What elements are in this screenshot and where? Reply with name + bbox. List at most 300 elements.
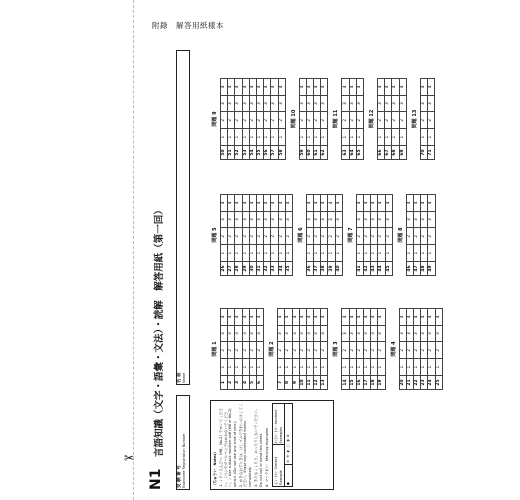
answer-bubble[interactable]: 2 (228, 228, 235, 245)
answer-bubble[interactable]: 4 (228, 79, 235, 96)
answer-bubble[interactable]: 3 (342, 325, 349, 342)
answer-bubble[interactable]: 1 (428, 359, 435, 376)
answer-row (228, 195, 235, 276)
answer-bubble[interactable]: 4 (392, 79, 399, 96)
answer-bubble[interactable]: 1 (221, 245, 228, 262)
answer-bubble[interactable]: 3 (271, 95, 278, 112)
answer-bubble[interactable]: 4 (242, 195, 249, 212)
answer-bubble[interactable]: 3 (427, 95, 434, 112)
answer-bubble[interactable]: 1 (306, 245, 313, 262)
answer-bubble[interactable]: 4 (242, 309, 249, 326)
answer-bubble[interactable]: 1 (413, 359, 420, 376)
answer-bubble[interactable]: 1 (271, 245, 278, 262)
answer-grid (399, 308, 443, 390)
answer-bubble[interactable]: 3 (256, 95, 263, 112)
answer-bubble[interactable]: 3 (306, 95, 313, 112)
answer-bubble[interactable]: 2 (264, 112, 271, 129)
answer-bubble[interactable]: 3 (314, 325, 321, 342)
answer-bubble[interactable]: 2 (256, 228, 263, 245)
answer-bubble[interactable]: 2 (421, 342, 428, 359)
answer-bubble[interactable]: 3 (378, 95, 385, 112)
examinee-number-field[interactable] (176, 395, 190, 490)
answer-bubble[interactable]: 2 (221, 342, 228, 359)
answer-bubble[interactable]: 4 (249, 309, 256, 326)
answer-bubble[interactable]: 4 (221, 309, 228, 326)
answer-bubble[interactable]: 4 (385, 195, 392, 212)
answer-bubble[interactable]: 4 (385, 79, 392, 96)
answer-bubble[interactable]: 1 (406, 359, 413, 376)
answer-bubble[interactable]: 1 (264, 129, 271, 146)
answer-bubble[interactable]: 4 (256, 195, 263, 212)
answer-bubble[interactable]: 2 (378, 112, 385, 129)
answer-bubble[interactable]: 1 (228, 359, 235, 376)
answer-bubble[interactable]: 2 (378, 342, 385, 359)
answer-bubble[interactable]: 1 (385, 129, 392, 146)
answer-bubble[interactable]: 1 (335, 245, 342, 262)
answer-bubble[interactable]: 4 (299, 79, 306, 96)
answer-bubble[interactable]: 2 (371, 342, 378, 359)
answer-bubble[interactable]: 3 (399, 325, 406, 342)
answer-bubble[interactable]: 3 (256, 211, 263, 228)
answer-bubble[interactable]: 2 (321, 112, 328, 129)
answer-bubble[interactable]: 4 (413, 195, 420, 212)
answer-bubble[interactable]: 3 (256, 325, 263, 342)
answer-bubble[interactable]: 1 (306, 359, 313, 376)
answer-bubble[interactable]: 3 (364, 325, 371, 342)
answer-bubble[interactable]: 3 (321, 325, 328, 342)
answer-bubble[interactable]: 1 (421, 245, 428, 262)
answer-bubble[interactable]: 4 (364, 309, 371, 326)
answer-bubble[interactable]: 2 (356, 112, 363, 129)
answer-bubble[interactable]: 4 (256, 309, 263, 326)
answer-bubble[interactable]: 1 (221, 359, 228, 376)
answer-bubble[interactable]: 4 (335, 195, 342, 212)
answer-bubble[interactable]: 1 (342, 359, 349, 376)
answer-bubble[interactable]: 2 (285, 342, 292, 359)
answer-bubble[interactable]: 1 (321, 129, 328, 146)
answer-bubble[interactable]: 3 (249, 211, 256, 228)
answer-row (371, 309, 378, 390)
answer-bubble[interactable]: 4 (328, 195, 335, 212)
answer-bubble[interactable]: 1 (328, 245, 335, 262)
answer-bubble[interactable]: 1 (314, 129, 321, 146)
answer-bubble[interactable]: 2 (392, 112, 399, 129)
answer-bubble[interactable]: 4 (356, 195, 363, 212)
answer-bubble[interactable]: 2 (278, 228, 285, 245)
answer-bubble[interactable]: 2 (256, 112, 263, 129)
answer-bubble[interactable]: 3 (392, 95, 399, 112)
answer-bubble[interactable]: 3 (264, 211, 271, 228)
answer-bubble[interactable]: 3 (378, 325, 385, 342)
answer-bubble[interactable]: 2 (235, 342, 242, 359)
answer-bubble[interactable]: 3 (306, 211, 313, 228)
answer-bubble[interactable]: 3 (328, 211, 335, 228)
answer-bubble[interactable]: 3 (385, 211, 392, 228)
answer-bubble[interactable]: 2 (306, 112, 313, 129)
answer-bubble[interactable]: 4 (264, 79, 271, 96)
answer-bubble[interactable]: 3 (235, 325, 242, 342)
answer-bubble[interactable]: 3 (299, 325, 306, 342)
answer-bubble[interactable]: 1 (428, 245, 435, 262)
answer-bubble[interactable]: 3 (413, 211, 420, 228)
answer-bubble[interactable]: 1 (321, 245, 328, 262)
answer-bubble[interactable]: 2 (399, 342, 406, 359)
answer-bubble[interactable]: 3 (314, 211, 321, 228)
answer-bubble[interactable]: 3 (371, 325, 378, 342)
answer-bubble[interactable]: 2 (242, 342, 249, 359)
question-number: 16 (356, 376, 363, 390)
answer-bubble[interactable]: 4 (321, 309, 328, 326)
answer-row (249, 309, 256, 390)
answer-bubble[interactable]: 1 (421, 359, 428, 376)
answer-bubble[interactable]: 2 (278, 342, 285, 359)
answer-bubble[interactable]: 3 (428, 325, 435, 342)
answer-bubble[interactable]: 2 (221, 228, 228, 245)
answer-row (328, 195, 335, 276)
answer-bubble[interactable]: 2 (427, 112, 434, 129)
answer-bubble[interactable]: 1 (314, 359, 321, 376)
answer-bubble[interactable]: 3 (420, 95, 427, 112)
answer-bubble[interactable]: 2 (399, 112, 406, 129)
question-number: 60 (306, 146, 313, 160)
answer-bubble[interactable]: 1 (399, 359, 406, 376)
answer-bubble[interactable]: 1 (435, 359, 442, 376)
answer-bubble[interactable]: 4 (235, 79, 242, 96)
answer-bubble[interactable]: 2 (249, 342, 256, 359)
answer-bubble[interactable]: 1 (285, 245, 292, 262)
answer-bubble[interactable]: 1 (242, 245, 249, 262)
answer-bubble[interactable]: 4 (271, 79, 278, 96)
answer-bubble[interactable]: 3 (335, 211, 342, 228)
answer-bubble[interactable]: 2 (292, 342, 299, 359)
answer-bubble[interactable]: 1 (299, 359, 306, 376)
answer-bubble[interactable]: 3 (242, 211, 249, 228)
answer-bubble[interactable]: 2 (314, 342, 321, 359)
question-number: 17 (364, 376, 371, 390)
answer-bubble[interactable]: 2 (406, 342, 413, 359)
answer-bubble[interactable]: 3 (221, 211, 228, 228)
answer-bubble[interactable]: 4 (413, 309, 420, 326)
answer-bubble[interactable]: 1 (256, 245, 263, 262)
answer-bubble[interactable]: 3 (413, 325, 420, 342)
answer-row (321, 79, 328, 160)
answer-bubble[interactable]: 3 (385, 95, 392, 112)
answer-bubble[interactable]: 2 (314, 228, 321, 245)
answer-bubble[interactable]: 2 (249, 112, 256, 129)
answer-bubble[interactable]: 4 (364, 195, 371, 212)
answer-bubble[interactable]: 1 (256, 359, 263, 376)
answer-bubble[interactable]: 4 (228, 309, 235, 326)
answer-bubble[interactable]: 1 (249, 129, 256, 146)
answer-bubble[interactable]: 2 (420, 112, 427, 129)
answer-bubble[interactable]: 2 (378, 228, 385, 245)
answer-bubble[interactable]: 4 (420, 79, 427, 96)
answer-bubble[interactable]: 4 (428, 309, 435, 326)
answer-bubble[interactable]: 4 (371, 195, 378, 212)
answer-bubble[interactable]: 3 (278, 325, 285, 342)
answer-bubble[interactable]: 4 (285, 195, 292, 212)
answer-bubble[interactable]: 3 (428, 211, 435, 228)
answer-bubble[interactable]: 1 (406, 245, 413, 262)
answer-bubble[interactable]: 4 (249, 79, 256, 96)
answer-bubble[interactable]: 2 (256, 342, 263, 359)
answer-bubble[interactable]: 2 (428, 228, 435, 245)
answer-bubble[interactable]: 2 (342, 112, 349, 129)
answer-bubble[interactable]: 1 (378, 359, 385, 376)
answer-bubble[interactable]: 3 (278, 95, 285, 112)
answer-bubble[interactable]: 2 (342, 342, 349, 359)
answer-bubble[interactable]: 1 (292, 359, 299, 376)
answer-bubble[interactable]: 4 (356, 79, 363, 96)
answer-bubble[interactable]: 1 (342, 129, 349, 146)
answer-bubble[interactable]: 2 (314, 112, 321, 129)
answer-bubble[interactable]: 1 (321, 359, 328, 376)
answer-bubble[interactable]: 1 (420, 129, 427, 146)
answer-bubble[interactable]: 3 (406, 211, 413, 228)
answer-bubble[interactable]: 4 (278, 309, 285, 326)
answer-bubble[interactable]: 1 (285, 359, 292, 376)
answer-bubble[interactable]: 1 (235, 129, 242, 146)
answer-bubble[interactable]: 2 (364, 342, 371, 359)
answer-bubble[interactable]: 1 (235, 359, 242, 376)
answer-bubble[interactable]: 1 (364, 359, 371, 376)
answer-bubble[interactable]: 1 (314, 245, 321, 262)
answer-bubble[interactable]: 2 (406, 228, 413, 245)
answer-bubble[interactable]: 1 (378, 245, 385, 262)
answer-bubble[interactable]: 4 (306, 79, 313, 96)
answer-bubble[interactable]: 2 (349, 342, 356, 359)
answer-bubble[interactable]: 1 (356, 359, 363, 376)
answer-bubble[interactable]: 4 (435, 309, 442, 326)
answer-bubble[interactable]: 4 (306, 309, 313, 326)
answer-bubble[interactable]: 4 (285, 309, 292, 326)
answer-bubble[interactable]: 1 (371, 245, 378, 262)
answer-bubble[interactable]: 1 (349, 359, 356, 376)
answer-bubble[interactable]: 2 (228, 342, 235, 359)
answer-bubble[interactable]: 4 (314, 195, 321, 212)
answer-bubble[interactable]: 3 (242, 95, 249, 112)
answer-bubble[interactable]: 1 (349, 129, 356, 146)
answer-bubble[interactable]: 1 (264, 245, 271, 262)
answer-bubble[interactable]: 1 (228, 129, 235, 146)
answer-bubble[interactable]: 4 (406, 309, 413, 326)
answer-bubble[interactable]: 3 (292, 325, 299, 342)
answer-bubble[interactable]: 4 (221, 79, 228, 96)
answer-bubble[interactable]: 3 (349, 95, 356, 112)
answer-bubble[interactable]: 3 (306, 325, 313, 342)
answer-bubble[interactable]: 4 (399, 309, 406, 326)
answer-bubble[interactable]: 1 (364, 245, 371, 262)
answer-bubble[interactable]: 3 (221, 325, 228, 342)
answer-bubble[interactable]: 3 (399, 95, 406, 112)
answer-row (306, 309, 313, 390)
answer-bubble[interactable]: 1 (392, 129, 399, 146)
answer-bubble[interactable]: 1 (427, 129, 434, 146)
answer-bubble[interactable]: 4 (342, 309, 349, 326)
answer-bubble[interactable]: 2 (299, 342, 306, 359)
answer-bubble[interactable]: 3 (349, 325, 356, 342)
answer-bubble[interactable]: 2 (249, 228, 256, 245)
answer-bubble[interactable]: 4 (264, 195, 271, 212)
answer-bubble[interactable]: 4 (428, 195, 435, 212)
answer-bubble[interactable]: 3 (264, 95, 271, 112)
answer-bubble[interactable]: 1 (278, 129, 285, 146)
answer-bubble[interactable]: 1 (371, 359, 378, 376)
answer-bubble[interactable]: 2 (228, 112, 235, 129)
answer-bubble[interactable]: 3 (249, 325, 256, 342)
answer-bubble[interactable]: 1 (385, 245, 392, 262)
name-field[interactable] (176, 50, 190, 385)
answer-bubble[interactable]: 4 (221, 195, 228, 212)
answer-bubble[interactable]: 2 (278, 112, 285, 129)
answer-bubble[interactable]: 1 (249, 245, 256, 262)
answer-bubble[interactable]: 3 (321, 95, 328, 112)
answer-bubble[interactable]: 4 (378, 195, 385, 212)
answer-bubble[interactable]: 2 (385, 112, 392, 129)
answer-bubble[interactable]: 2 (271, 112, 278, 129)
answer-bubble[interactable]: 3 (228, 325, 235, 342)
answer-bubble[interactable]: 4 (421, 195, 428, 212)
answer-bubble[interactable]: 1 (278, 245, 285, 262)
answer-bubble[interactable]: 4 (228, 195, 235, 212)
answer-bubble[interactable]: 1 (249, 359, 256, 376)
answer-bubble[interactable]: 1 (356, 129, 363, 146)
answer-bubble[interactable]: 4 (349, 79, 356, 96)
answer-bubble[interactable]: 2 (328, 228, 335, 245)
answer-bubble[interactable]: 3 (314, 95, 321, 112)
answer-bubble[interactable]: 3 (228, 211, 235, 228)
answer-bubble[interactable]: 2 (371, 228, 378, 245)
answer-bubble[interactable]: 3 (378, 211, 385, 228)
answer-bubble[interactable]: 2 (271, 228, 278, 245)
answer-bubble[interactable]: 2 (356, 342, 363, 359)
answer-bubble[interactable]: 4 (299, 309, 306, 326)
answer-bubble[interactable]: 4 (349, 309, 356, 326)
answer-bubble[interactable]: 3 (406, 325, 413, 342)
answer-bubble[interactable]: 3 (342, 95, 349, 112)
answer-bubble[interactable]: 1 (413, 245, 420, 262)
answer-bubble[interactable]: 2 (242, 112, 249, 129)
answer-bubble[interactable]: 3 (285, 325, 292, 342)
answer-bubble[interactable]: 1 (235, 245, 242, 262)
answer-bubble[interactable]: 3 (221, 95, 228, 112)
answer-bubble[interactable]: 1 (306, 129, 313, 146)
answer-bubble[interactable]: 1 (278, 359, 285, 376)
answer-bubble[interactable]: 3 (235, 95, 242, 112)
answer-bubble[interactable]: 2 (385, 228, 392, 245)
answer-bubble[interactable]: 4 (278, 195, 285, 212)
answer-bubble[interactable]: 2 (413, 228, 420, 245)
answer-bubble[interactable]: 2 (421, 228, 428, 245)
answer-bubble[interactable]: 4 (235, 195, 242, 212)
answer-bubble[interactable]: 4 (271, 195, 278, 212)
answer-bubble[interactable]: 2 (285, 228, 292, 245)
answer-bubble[interactable]: 4 (378, 79, 385, 96)
answer-bubble[interactable]: 3 (421, 211, 428, 228)
answer-bubble[interactable]: 4 (421, 309, 428, 326)
answer-bubble[interactable]: 4 (378, 309, 385, 326)
answer-bubble[interactable]: 1 (221, 129, 228, 146)
answer-bubble[interactable]: 3 (356, 211, 363, 228)
answer-bubble[interactable]: 2 (264, 228, 271, 245)
answer-bubble[interactable]: 4 (371, 309, 378, 326)
answer-bubble[interactable]: 4 (321, 79, 328, 96)
answer-bubble[interactable]: 4 (399, 79, 406, 96)
answer-bubble[interactable]: 3 (278, 211, 285, 228)
answer-bubble[interactable]: 2 (306, 228, 313, 245)
answer-bubble[interactable]: 1 (399, 129, 406, 146)
answer-bubble[interactable]: 2 (321, 228, 328, 245)
answer-bubble[interactable]: 4 (306, 195, 313, 212)
answer-bubble[interactable]: 2 (356, 228, 363, 245)
answer-bubble[interactable]: 1 (378, 129, 385, 146)
answer-bubble[interactable]: 3 (249, 95, 256, 112)
answer-bubble[interactable]: 3 (235, 211, 242, 228)
answer-bubble[interactable]: 4 (356, 309, 363, 326)
answer-bubble[interactable]: 4 (342, 79, 349, 96)
answer-bubble[interactable]: 3 (371, 211, 378, 228)
answer-bubble[interactable]: 4 (242, 79, 249, 96)
answer-bubble[interactable]: 1 (271, 129, 278, 146)
answer-bubble[interactable]: 2 (349, 112, 356, 129)
question-section (296, 194, 343, 276)
answer-bubble[interactable]: 3 (356, 95, 363, 112)
answer-bubble[interactable]: 4 (249, 195, 256, 212)
answer-bubble[interactable]: 2 (335, 228, 342, 245)
answer-bubble[interactable]: 4 (406, 195, 413, 212)
answer-bubble[interactable]: 3 (435, 325, 442, 342)
answer-bubble[interactable]: 4 (321, 195, 328, 212)
answer-row (314, 79, 321, 160)
answer-row (299, 79, 306, 160)
answer-bubble[interactable]: 2 (235, 112, 242, 129)
answer-bubble[interactable]: 1 (256, 129, 263, 146)
answer-bubble[interactable]: 3 (364, 211, 371, 228)
answer-bubble[interactable]: 2 (221, 112, 228, 129)
answer-bubble[interactable]: 3 (242, 325, 249, 342)
answer-bubble[interactable]: 2 (413, 342, 420, 359)
answer-bubble[interactable]: 2 (235, 228, 242, 245)
answer-bubble[interactable]: 4 (314, 309, 321, 326)
answer-bubble[interactable]: 2 (428, 342, 435, 359)
answer-bubble[interactable]: 2 (242, 228, 249, 245)
answer-bubble[interactable]: 4 (235, 309, 242, 326)
answer-bubble[interactable]: 1 (242, 359, 249, 376)
answer-bubble[interactable]: 3 (421, 325, 428, 342)
answer-bubble[interactable]: 1 (299, 129, 306, 146)
section-title: 問題 5 (212, 227, 218, 243)
answer-bubble[interactable]: 4 (314, 79, 321, 96)
answer-bubble[interactable]: 1 (356, 245, 363, 262)
answer-bubble[interactable]: 2 (364, 228, 371, 245)
answer-bubble[interactable]: 1 (242, 129, 249, 146)
answer-bubble[interactable]: 2 (321, 342, 328, 359)
answer-bubble[interactable]: 3 (356, 325, 363, 342)
answer-bubble[interactable]: 3 (271, 211, 278, 228)
answer-bubble[interactable]: 2 (435, 342, 442, 359)
answer-bubble[interactable]: 2 (299, 112, 306, 129)
answer-bubble[interactable]: 4 (256, 79, 263, 96)
answer-bubble[interactable]: 3 (285, 211, 292, 228)
answer-bubble[interactable]: 3 (228, 95, 235, 112)
answer-bubble[interactable]: 3 (321, 211, 328, 228)
answer-bubble[interactable]: 4 (427, 79, 434, 96)
answer-bubble[interactable]: 2 (306, 342, 313, 359)
answer-bubble[interactable]: 4 (292, 309, 299, 326)
answer-bubble[interactable]: 4 (278, 79, 285, 96)
answer-bubble[interactable]: 1 (228, 245, 235, 262)
answer-bubble[interactable]: 3 (299, 95, 306, 112)
